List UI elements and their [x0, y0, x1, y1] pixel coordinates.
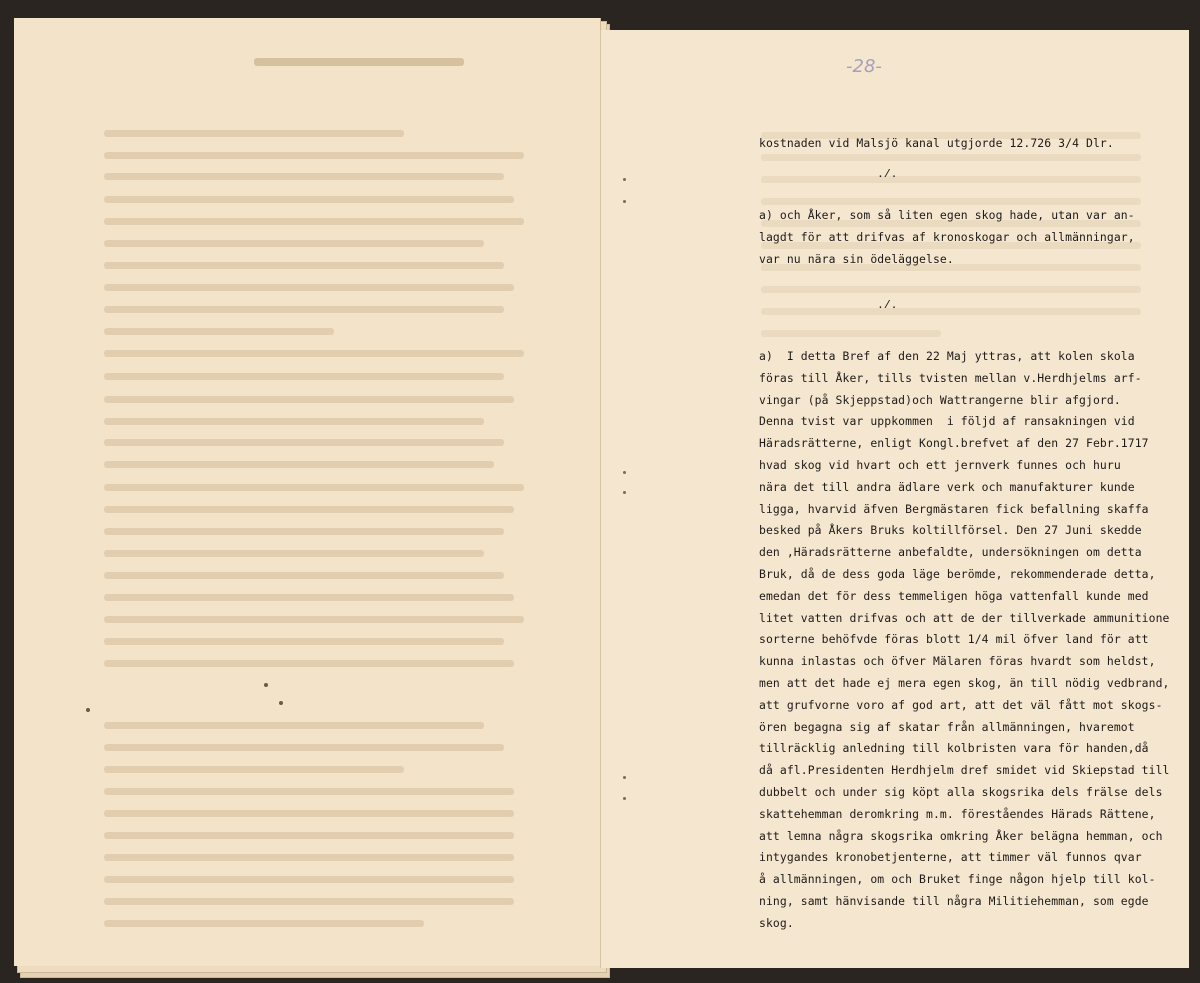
faded-text-line: [104, 766, 404, 773]
footnote-marker: ./.: [877, 169, 898, 181]
ink-dot: [264, 683, 268, 687]
faded-text-line: [104, 722, 484, 729]
punch-hole-mark: [623, 776, 626, 779]
punch-hole-mark: [623, 797, 626, 800]
show-through-line: [761, 198, 1141, 205]
faded-text-line: [104, 550, 484, 557]
faded-text-line: [104, 350, 524, 357]
faded-text-line: [104, 572, 504, 579]
faded-text-line: [104, 240, 484, 247]
punch-hole-mark: [623, 200, 626, 203]
footnote-paragraph-1: a) och Åker, som så liten egen skog hade, utan var an- lagdt för att drifvas af kronoskogar och allmänningar, var nu nära sin ödeläggelse.: [759, 208, 1135, 266]
faded-text-line: [104, 439, 504, 446]
faded-text-line: [104, 130, 404, 137]
faded-text-line: [104, 173, 504, 180]
punch-hole-mark: [623, 178, 626, 181]
faded-text-line: [104, 594, 514, 601]
faded-text-line: [104, 876, 514, 883]
faded-text-line: [104, 832, 514, 839]
faded-text-line: [104, 528, 504, 535]
faded-text-line: [104, 484, 524, 491]
faded-text-line: [104, 898, 514, 905]
punch-hole-mark: [623, 471, 626, 474]
faded-text-line: [104, 328, 334, 335]
faded-text-line: [104, 616, 524, 623]
footnote-marker: ./.: [877, 300, 898, 312]
faded-text-line: [104, 660, 514, 667]
faded-text-line: [104, 284, 514, 291]
faded-text-line: [104, 373, 504, 380]
faded-text-line: [104, 152, 524, 159]
show-through-line: [761, 330, 941, 337]
faded-text-line: [104, 506, 514, 513]
footnote-paragraph-2: a) I detta Bref af den 22 Maj yttras, att kolen skola föras till Åker, tills tvisten mellan v.Herdhjelms arf- vingar (på Skjeppstad)och Wattrangerne blir afgjord. Denna tvist var uppkommen i följd af ransakningen vid Häradsrätterne, enligt Kongl.brefvet af den 27 Febr.1717 hvad skog vid hvart och ett jernverk funnes och huru nära det till andra ädlare verk och manufakturer kunde ligga, hvarvid äfven Bergmästaren fick befallning skaffa besked på Åkers Bruks koltillförsel. Den 27 Juni skedde den ,Häradsrätterne anbefaldte, undersökningen om detta Bruk, då de dess goda läge berömde, rekommenderade detta, emedan det för dess temmeligen höga vattenfall kunde med litet vatten drifvas och att de der tillverkade ammunitione sorterne behöfvde föras blott 1/4 mil öfver land för att kunna inlastas och öfver Mälaren föras hvardt som heldst, men att det hade ej mera egen skog, än till nödig vedbrand, att grufvorne voro af god art, att det väl fått mot skogs- ören begagna sig af skatar från allmänningen, hvaremot tillräcklig anledning till kolbristen vara för handen,då då afl.Presidenten Herdhjelm dref smidet vid Skiepstad till dubbelt och under sig köpt alla skogsrika dels frälse dels skattehemman deromkring m.m. föreståendes Härads Rättene, att lemna några skogsrika omkring Åker belägna hemman, och intygandes kronobetjenterne, att timmer väl funnos qvar å allmänningen, om och Bruket finge någon hjelp till kol- ning, samt hänvisande till några Militiehemman, som egde skog.: [759, 349, 1170, 930]
punch-hole-mark: [623, 491, 626, 494]
faded-text-line: [104, 196, 514, 203]
faded-text-line: [104, 638, 504, 645]
faded-text-line: [104, 306, 504, 313]
right-page: [600, 30, 1189, 968]
faded-text-line: [104, 418, 484, 425]
faded-text-line: [104, 788, 514, 795]
faded-text-line: [104, 262, 504, 269]
faded-text-line: [104, 810, 514, 817]
show-through-line: [761, 308, 1141, 315]
faded-text-line: [104, 396, 514, 403]
show-through-line: [761, 176, 1141, 183]
show-through-line: [761, 286, 1141, 293]
ink-dot: [279, 701, 283, 705]
faded-heading: [254, 58, 464, 66]
left-page-blank: [14, 18, 601, 966]
faded-text-line: [104, 461, 494, 468]
faded-text-line: [104, 218, 524, 225]
page-number: -28-: [846, 56, 882, 77]
faded-text-line: [104, 920, 424, 927]
opening-line: kostnaden vid Malsjö kanal utgjorde 12.726 3/4 Dlr.: [759, 136, 1114, 150]
faded-text-line: [104, 854, 514, 861]
ink-dot: [86, 708, 90, 712]
faded-text-line: [104, 744, 504, 751]
show-through-line: [761, 154, 1141, 161]
left-page-stack: [14, 18, 610, 978]
